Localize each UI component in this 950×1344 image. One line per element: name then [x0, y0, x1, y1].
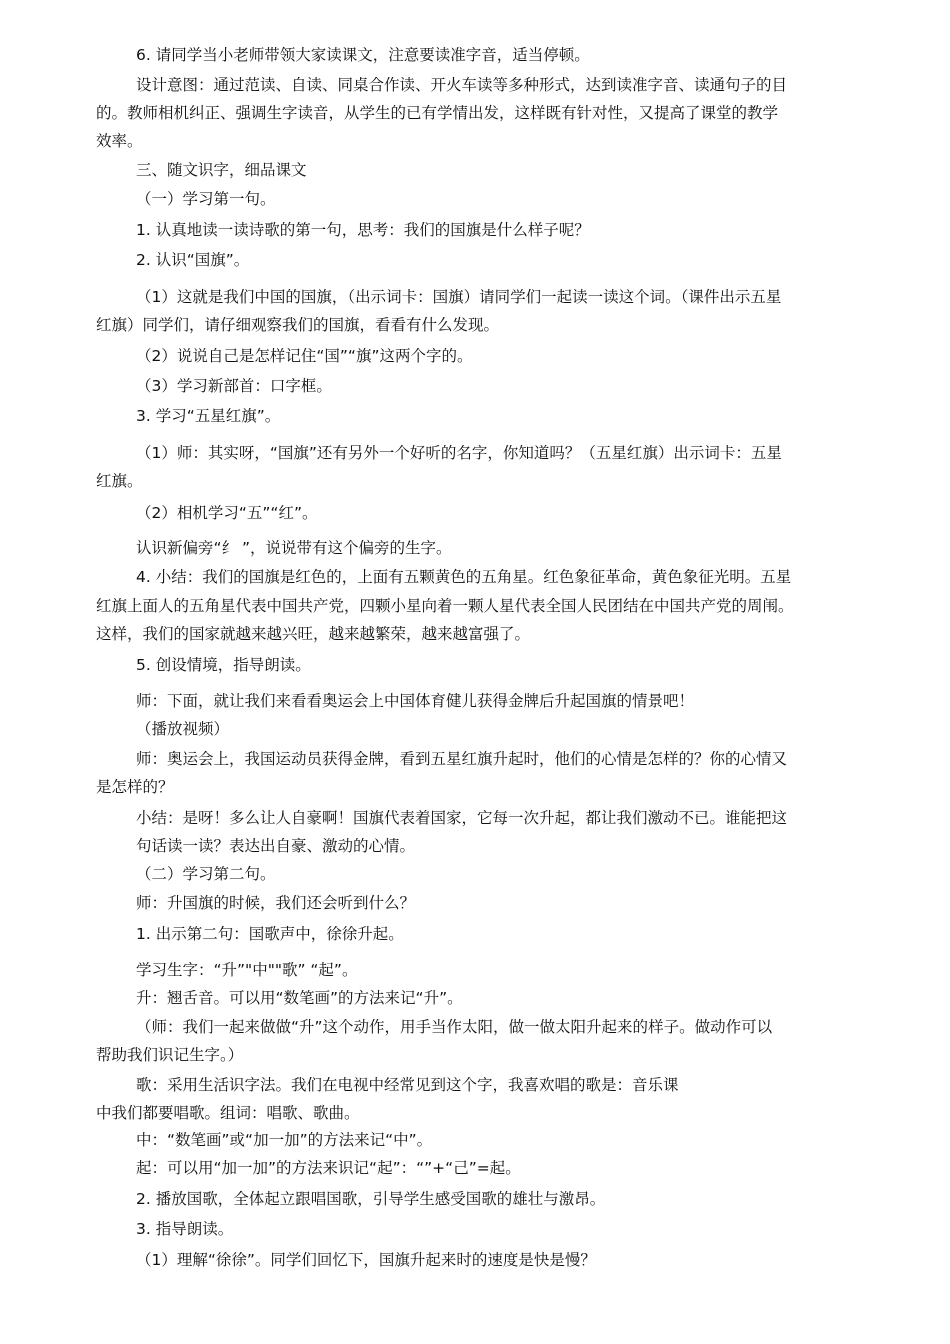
sub-heading: （一）学习第一句。 — [136, 190, 276, 208]
text-line: 中我们都要唱歌。组词：唱歌、歌曲。 — [96, 1104, 360, 1122]
text-line: 效率。 — [96, 132, 143, 150]
text-line: （播放视频） — [136, 720, 230, 738]
text-line: 红旗）同学们，请仔细观察我们的国旗，看看有什么发现。 — [96, 316, 500, 334]
text-line: 师：升国旗的时候，我们还会听到什么？ — [136, 894, 416, 912]
text-line: 学习生字：“升”"中""歌” “起”。 — [136, 961, 358, 979]
text-line: 3. 指导朗读。 — [136, 1220, 234, 1238]
text-line: （师：我们一起来做做“升”这个动作，用手当作太阳，做一做太阳升起来的样子。做动作可以 — [136, 1018, 773, 1036]
text-line: 红旗。 — [96, 472, 143, 490]
text-line: （1）师：其实呀，“国旗”还有另外一个好听的名字，你知道吗？（五星红旗）出示词卡：五星 — [136, 444, 782, 462]
text-line: 4. 小结：我们的国旗是红色的，上面有五颗黄色的五角星。红色象征革命，黄色象征光明。五星 — [136, 568, 792, 586]
text-line: 2. 播放国歌，全体起立跟唱国歌，引导学生感受国歌的雄壮与激昂。 — [136, 1190, 606, 1208]
text-line: 2. 认识“国旗”。 — [136, 251, 250, 269]
text-line: （3）学习新部首：口字框。 — [136, 377, 332, 395]
text-line: 红旗上面人的五角星代表中国共产党，四颗小星向着一颗人星代表全国人民团结在中国共产党的周闱。 — [96, 597, 794, 615]
text-line: 设计意图：通过范读、自读、同桌合作读、开火车读等多种形式，达到读准字音、读通句子的目 — [136, 76, 788, 94]
text-line: 这样，我们的国家就越来越兴旺，越来越繁荣，越来越富强了。 — [96, 625, 531, 643]
sub-heading: （二）学习第二句。 — [136, 865, 276, 883]
text-line: 升：翘舌音。可以用“数笔画”的方法来记“升”。 — [136, 989, 463, 1007]
text-line: （2）相机学习“五”“红”。 — [136, 504, 318, 522]
text-line: 是怎样的？ — [96, 778, 174, 796]
text-line: 帮助我们识记生字。） — [96, 1046, 244, 1064]
text-line: （2）说说自己是怎样记住“国”“旗”这两个字的。 — [136, 347, 473, 365]
text-line: 5. 创设情境，指导朗读。 — [136, 656, 311, 674]
text-line: 的。教师相机纠正、强调生字读音，从学生的已有学情出发，这样既有针对性，又提高了课堂的教学 — [96, 104, 779, 122]
text-line: 中：“数笔画”或“加一加”的方法来记“中”。 — [136, 1131, 433, 1149]
section-heading: 三、随文识字，细品课文 — [136, 161, 307, 179]
text-line: 1. 认真地读一读诗歌的第一句，思考：我们的国旗是什么样子呢？ — [136, 221, 590, 239]
text-line: 句话读一读？表达出自豪、激动的心情。 — [136, 837, 416, 855]
text-line: 6. 请同学当小老师带领大家读课文，注意要读准字音，适当停顿。 — [136, 46, 590, 64]
text-line: 小结：是呀！多么让人自豪啊！国旗代表着国家，它每一次升起，都让我们激动不已。谁能把这 — [136, 809, 788, 827]
text-line: 歌：采用生活识字法。我们在电视中经常见到这个字，我喜欢唱的歌是：音乐课 — [136, 1076, 679, 1094]
text-line: 起：可以用“加一加”的方法来识记“起”：“”+“己”=起。 — [136, 1159, 521, 1177]
text-line: 1. 出示第二句：国歌声中，徐徐升起。 — [136, 925, 404, 943]
text-line: 师：奥运会上，我国运动员获得金牌，看到五星红旗升起时，他们的心情是怎样的？你的心情又 — [136, 750, 788, 768]
text-line: 3. 学习“五星红旗”。 — [136, 407, 281, 425]
text-line: （1）理解“徐徐”。同学们回忆下，国旗升起来时的速度是快是慢？ — [136, 1251, 596, 1269]
text-line: 师：下面，就让我们来看看奥运会上中国体育健儿获得金牌后升起国旗的情景吧！ — [136, 692, 695, 710]
text-line: （1）这就是我们中国的国旗，（出示词卡：国旗）请同学们一起读一读这个词。（课件出示五星 — [136, 288, 782, 306]
text-line: 认识新偏旁“纟 ”，说说带有这个偏旁的生字。 — [136, 539, 452, 557]
